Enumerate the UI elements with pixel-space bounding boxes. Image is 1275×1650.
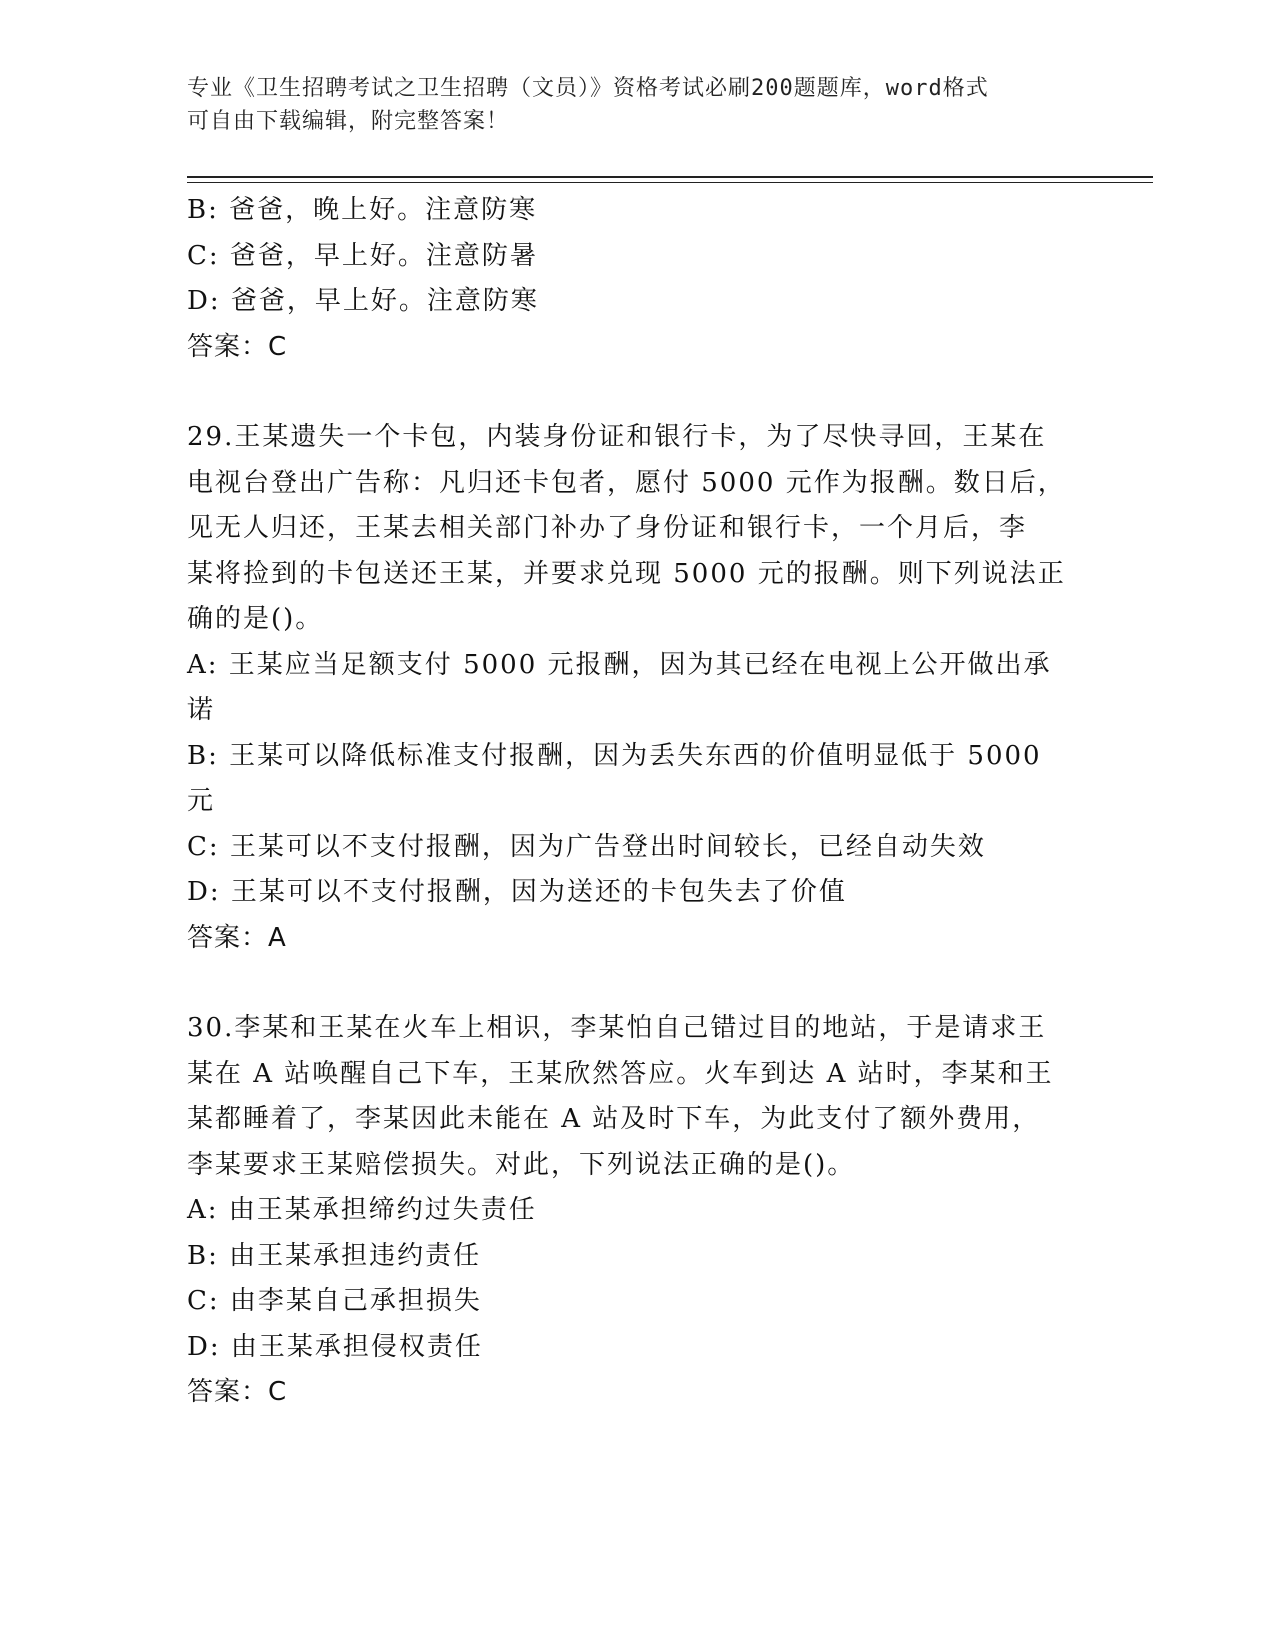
page-header	[187, 72, 1087, 138]
question-stem-line: 30.李某和王某在火车上相识，李某怕自己错过目的地站，于是请求王	[187, 1013, 1047, 1043]
spacer	[187, 370, 1087, 415]
question-stem-line: 电视台登出广告称：凡归还卡包者，愿付 5000 元作为报酬。数日后，	[187, 467, 1066, 498]
answer: 答案：A	[187, 922, 287, 953]
option-a-cont: 诺	[187, 695, 216, 725]
spacer	[187, 961, 1087, 1006]
option-c: C: 王某可以不支付报酬，因为广告登出时间较长，已经自动失效	[187, 831, 986, 862]
option-a: A: 王某应当足额支付 5000 元报酬，因为其已经在电视上公开做出承	[187, 649, 1052, 680]
question-stem-line: 见无人归还，王某去相关部门补办了身份证和银行卡，一个月后，李	[187, 513, 1028, 543]
header-rule-thick	[187, 176, 1153, 178]
document-body	[187, 188, 1087, 1416]
option-a: A: 由王某承担缔约过失责任	[187, 1195, 537, 1225]
option-b: B: 爸爸，晚上好。注意防寒	[187, 195, 538, 225]
header-line-2: 可自由下载编辑，附完整答案！	[187, 109, 510, 134]
header-line-1: 专业《卫生招聘考试之卫生招聘（文员）》资格考试必刷200题题库，word格式	[187, 76, 989, 101]
question-prev	[187, 188, 1087, 370]
option-d: D: 爸爸，早上好。注意防寒	[187, 286, 539, 316]
option-b: B: 由王某承担违约责任	[187, 1240, 482, 1271]
question-stem-line: 29.王某遗失一个卡包，内装身份证和银行卡，为了尽快寻回，王某在	[187, 422, 1047, 452]
question-stem-line: 李某要求王某赔偿损失。对此，下列说法正确的是()。	[187, 1149, 856, 1180]
option-c: C: 由李某自己承担损失	[187, 1286, 482, 1316]
option-b-cont: 元	[187, 786, 216, 816]
answer: 答案：C	[187, 1377, 288, 1407]
question-29	[187, 415, 1087, 961]
question-stem-line: 某都睡着了，李某因此未能在 A 站及时下车，为此支付了额外费用，	[187, 1104, 1041, 1134]
answer: 答案：C	[187, 331, 288, 362]
option-d: D: 王某可以不支付报酬，因为送还的卡包失去了价值	[187, 877, 847, 907]
question-30	[187, 1006, 1087, 1416]
question-stem-line: 某在 A 站唤醒自己下车，王某欣然答应。火车到达 A 站时，李某和王	[187, 1058, 1054, 1089]
option-b: B: 王某可以降低标准支付报酬，因为丢失东西的价值明显低于 5000	[187, 740, 1042, 771]
question-stem-line: 确的是()。	[187, 604, 324, 634]
question-stem-line: 某将捡到的卡包送还王某，并要求兑现 5000 元的报酬。则下列说法正	[187, 558, 1066, 589]
option-c: C: 爸爸，早上好。注意防暑	[187, 240, 538, 271]
option-d: D: 由王某承担侵权责任	[187, 1331, 483, 1362]
header-rule-thin	[187, 182, 1153, 183]
